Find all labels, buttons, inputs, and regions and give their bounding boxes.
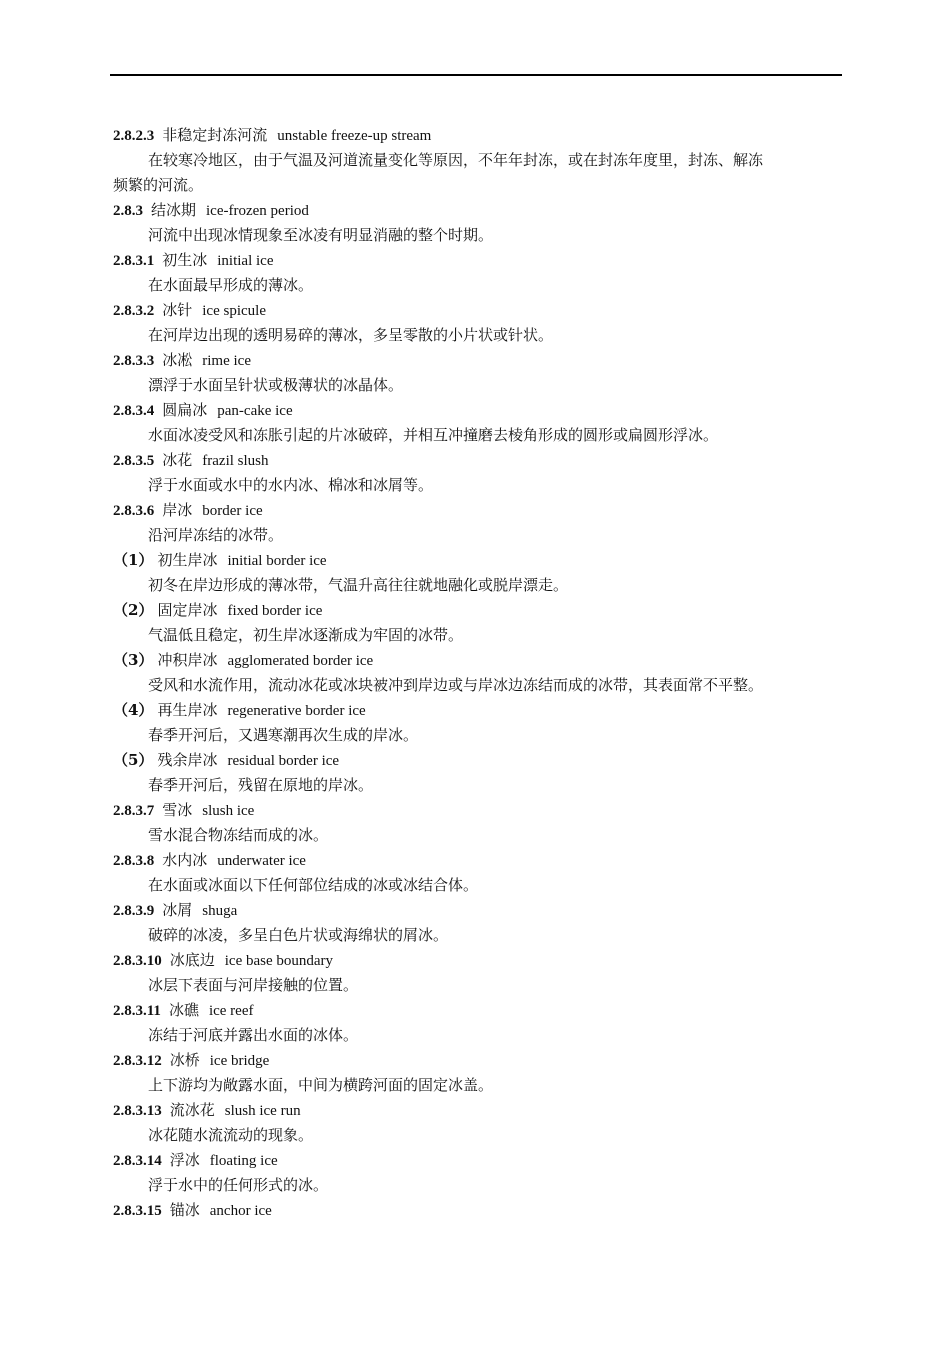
term-chinese: 流冰花: [169, 1101, 215, 1119]
term-chinese: 岸冰: [162, 501, 193, 519]
subterm-definition: 春季开河后，又遇寒潮再次生成的岸冰。: [148, 726, 419, 744]
term-english: unstable freeze-up stream: [277, 128, 432, 144]
glossary-content: [113, 123, 843, 1223]
term-heading: [113, 1198, 843, 1223]
term-english: frazil slush: [202, 453, 269, 469]
term-heading: [113, 898, 843, 923]
term-english: shuga: [202, 903, 238, 919]
term-number: 2.8.3.12: [113, 1053, 162, 1069]
term-english: pan-cake ice: [217, 403, 293, 419]
subterm-number: （2）: [113, 601, 154, 619]
subterm-chinese: 再生岸冰: [157, 701, 218, 719]
term-chinese: 水内冰: [162, 851, 208, 869]
term-heading: [113, 198, 843, 223]
subterm-definition: 初冬在岸边形成的薄冰带，气温升高往往就地融化或脱岸漂走。: [148, 576, 569, 594]
term-english: slush ice run: [224, 1103, 301, 1119]
subterm-english: regenerative border ice: [227, 703, 366, 719]
term-english: ice-frozen period: [206, 203, 309, 219]
term-chinese: 非稳定封冻河流: [162, 126, 268, 144]
term-chinese: 冰屑: [162, 901, 193, 919]
term-english: initial ice: [217, 253, 274, 269]
term-number: 2.8.3.3: [113, 353, 155, 369]
term-definition: 冰花随水流流动的现象。: [148, 1126, 314, 1144]
term-heading: [113, 448, 843, 473]
subterm-definition: 春季开河后，残留在原地的岸冰。: [148, 776, 374, 794]
term-heading: [113, 998, 843, 1023]
term-number: 2.8.3.14: [113, 1153, 162, 1169]
term-definition: 在水面或冰面以下任何部位结成的冰或冰结合体。: [148, 876, 479, 894]
subterm-number: （3）: [113, 651, 154, 669]
subterm-chinese: 残余岸冰: [157, 751, 218, 769]
term-heading: [113, 298, 843, 323]
subterm-chinese: 固定岸冰: [157, 601, 218, 619]
term-english: floating ice: [209, 1153, 278, 1169]
term-heading: [113, 348, 843, 373]
term-heading: [113, 248, 843, 273]
term-heading: [113, 123, 843, 148]
term-number: 2.8.3: [113, 203, 143, 219]
term-english: rime ice: [202, 353, 251, 369]
subterm-definition: 气温低且稳定，初生岸冰逐渐成为牢固的冰带。: [148, 626, 464, 644]
term-english: ice spicule: [202, 303, 266, 319]
term-number: 2.8.3.15: [113, 1203, 162, 1219]
subterm-definition: 受风和水流作用，流动冰花或冰块被冲到岸边或与岸冰边冻结而成的冰带，其表面常不平整。: [148, 676, 764, 694]
term-number: 2.8.3.10: [113, 953, 162, 969]
term-english: ice base boundary: [224, 953, 334, 969]
term-chinese: 结冰期: [151, 201, 197, 219]
term-definition: 雪水混合物冻结而成的冰。: [148, 826, 329, 844]
term-english: slush ice: [202, 803, 255, 819]
term-english: ice bridge: [209, 1053, 270, 1069]
term-definition: 在河岸边出现的透明易碎的薄冰，多呈零散的小片状或针状。: [148, 326, 554, 344]
term-english: ice reef: [208, 1003, 254, 1019]
term-chinese: 冰花: [162, 451, 193, 469]
term-definition: 沿河岸冻结的冰带。: [148, 526, 284, 544]
term-chinese: 冰针: [162, 301, 193, 319]
term-chinese: 圆扁冰: [162, 401, 208, 419]
term-chinese: 浮冰: [169, 1151, 200, 1169]
subterm-heading: [113, 748, 843, 773]
subterm-number: （1）: [113, 551, 154, 569]
subterm-number: （5）: [113, 751, 154, 769]
subterm-english: initial border ice: [227, 553, 327, 569]
term-definition: 冻结于河底并露出水面的冰体。: [148, 1026, 359, 1044]
subterm-english: agglomerated border ice: [227, 653, 374, 669]
term-chinese: 初生冰: [162, 251, 208, 269]
term-chinese: 锚冰: [169, 1201, 200, 1219]
term-english: anchor ice: [209, 1203, 272, 1219]
term-english: border ice: [202, 503, 263, 519]
term-number: 2.8.2.3: [113, 128, 155, 144]
term-heading: [113, 1148, 843, 1173]
subterm-chinese: 初生岸冰: [157, 551, 218, 569]
term-definition: 水面冰凌受风和冻胀引起的片冰破碎，并相互冲撞磨去棱角形成的圆形或扁圆形浮冰。: [148, 426, 719, 444]
term-definition: 漂浮于水面呈针状或极薄状的冰晶体。: [148, 376, 404, 394]
term-chinese: 冰凇: [162, 351, 193, 369]
term-heading: [113, 498, 843, 523]
term-number: 2.8.3.5: [113, 453, 155, 469]
term-definition: 冰层下表面与河岸接触的位置。: [148, 976, 359, 994]
term-heading: [113, 1048, 843, 1073]
subterm-heading: [113, 648, 843, 673]
term-chinese: 冰桥: [169, 1051, 200, 1069]
term-definition: 浮于水面或水中的水内冰、棉冰和冰屑等。: [148, 476, 434, 494]
term-definition: 上下游均为敞露水面，中间为横跨河面的固定冰盖。: [148, 1076, 494, 1094]
term-number: 2.8.3.13: [113, 1103, 162, 1119]
term-definition: 浮于水中的任何形式的冰。: [148, 1176, 329, 1194]
term-english: underwater ice: [217, 853, 306, 869]
subterm-chinese: 冲积岸冰: [157, 651, 218, 669]
subterm-english: residual border ice: [227, 753, 340, 769]
header-rule: [110, 74, 842, 76]
term-number: 2.8.3.2: [113, 303, 155, 319]
subterm-english: fixed border ice: [227, 603, 323, 619]
term-number: 2.8.3.8: [113, 853, 155, 869]
term-definition: 在较寒冷地区，由于气温及河道流量变化等原因，不年年封冻，或在封冻年度里，封冻、解冻: [148, 151, 764, 169]
term-definition: 破碎的冰凌，多呈白色片状或海绵状的屑冰。: [148, 926, 449, 944]
term-number: 2.8.3.11: [113, 1003, 161, 1019]
subterm-heading: [113, 548, 843, 573]
term-number: 2.8.3.6: [113, 503, 155, 519]
term-number: 2.8.3.4: [113, 403, 155, 419]
term-number: 2.8.3.9: [113, 903, 155, 919]
term-chinese: 冰礁: [168, 1001, 199, 1019]
term-number: 2.8.3.1: [113, 253, 155, 269]
subterm-number: （4）: [113, 701, 154, 719]
term-number: 2.8.3.7: [113, 803, 155, 819]
term-definition: 河流中出现冰情现象至冰凌有明显消融的整个时期。: [148, 226, 494, 244]
term-heading: [113, 948, 843, 973]
term-chinese: 冰底边: [169, 951, 215, 969]
subterm-heading: [113, 698, 843, 723]
term-heading: [113, 1098, 843, 1123]
term-chinese: 雪冰: [162, 801, 193, 819]
term-definition: 在水面最早形成的薄冰。: [148, 276, 314, 294]
term-heading: [113, 848, 843, 873]
term-heading: [113, 398, 843, 423]
term-heading: [113, 798, 843, 823]
term-definition-continued: 频繁的河流。: [113, 176, 204, 194]
subterm-heading: [113, 598, 843, 623]
